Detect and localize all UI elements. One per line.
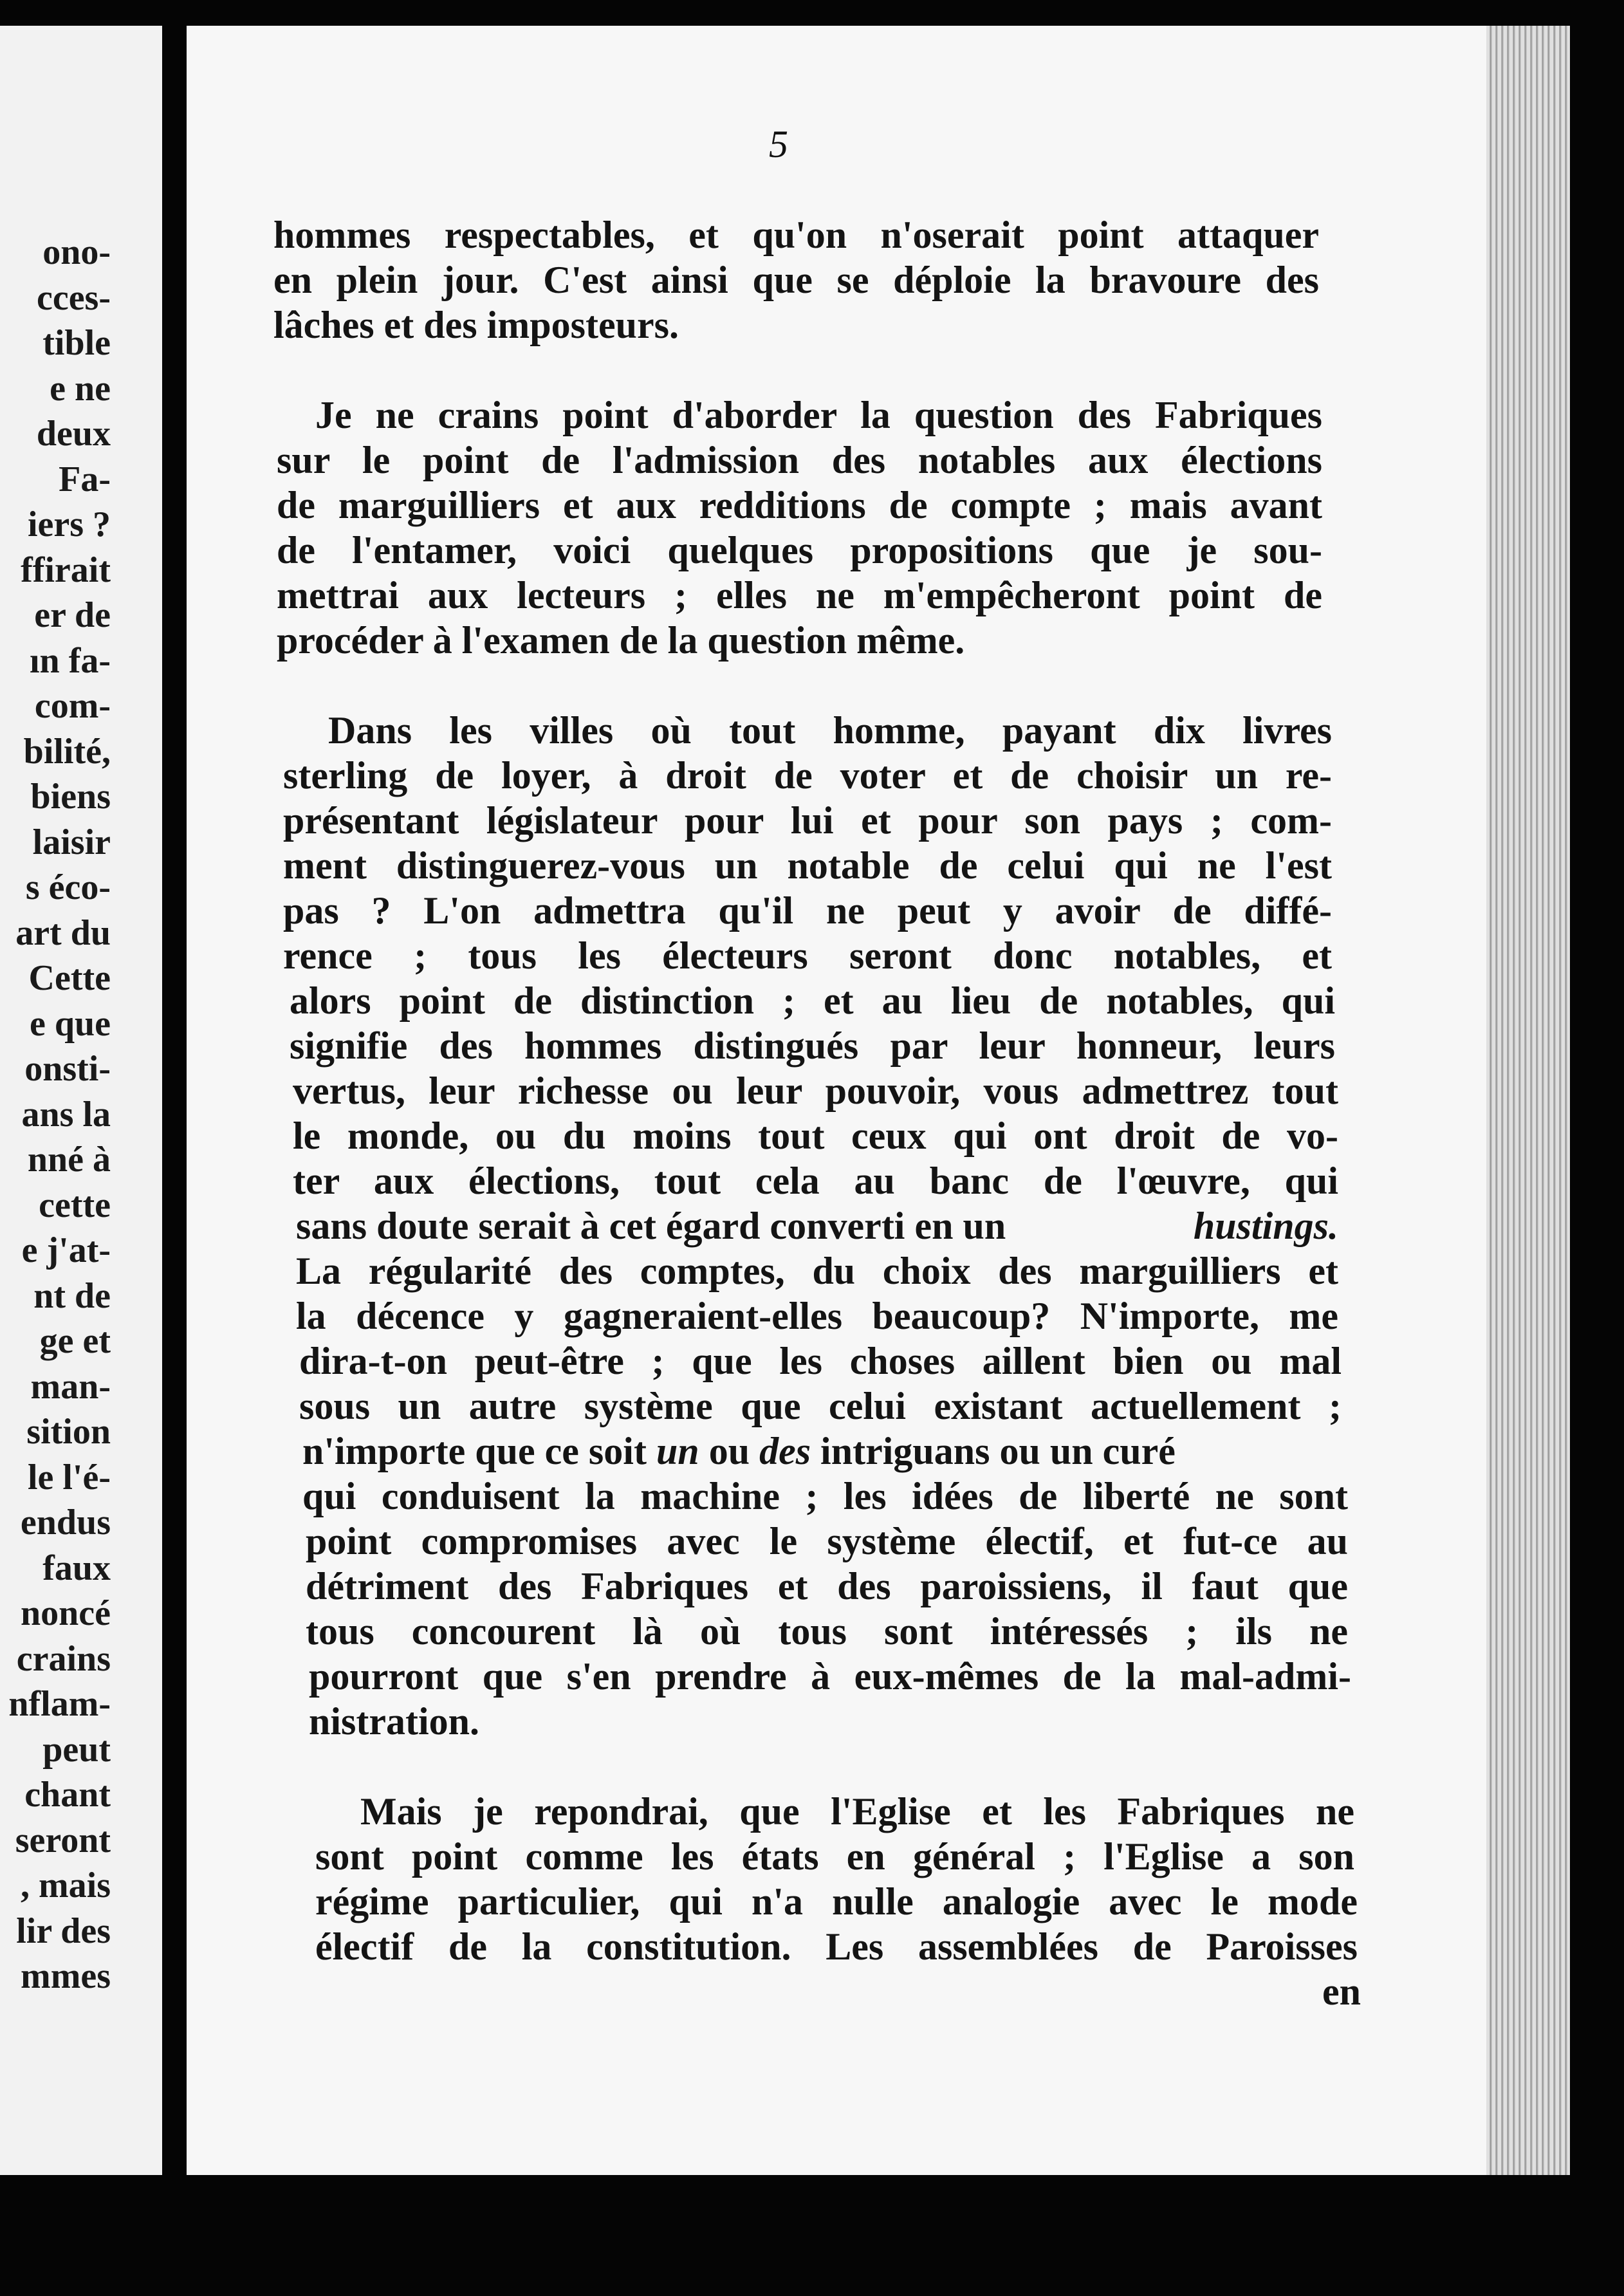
left-page-text-fragment: e ne (50, 368, 111, 409)
page-edge (1486, 26, 1570, 2175)
text-line (302, 1429, 1345, 1474)
left-page-text-fragment: biens (30, 777, 111, 817)
left-page-text-fragment: e j'at- (21, 1230, 111, 1270)
text-line: en plein jour. C'est ainsi que se déploie la bravoure des (273, 259, 1319, 301)
text-line: rence ; tous les électeurs seront donc notables, et (283, 934, 1332, 977)
left-page-text-fragment: ge et (39, 1321, 111, 1361)
left-page-text-fragment: ans la (21, 1094, 111, 1134)
left-page-text-fragment: e que (30, 1003, 111, 1044)
left-page-text-fragment: , mais (21, 1866, 111, 1905)
text-line: nistration. (309, 1700, 480, 1743)
text-span: ou (699, 1430, 760, 1472)
left-page-text-fragment: iers ? (27, 505, 111, 544)
text-line: sont point comme les états en général ; l'Eglise a son (315, 1835, 1354, 1878)
text-line: Dans les villes où tout homme, payant dix livres (328, 709, 1332, 752)
catchword: en (1322, 1970, 1361, 2013)
left-page-text-fragment: chant (24, 1775, 111, 1815)
text-line: La régularité des comptes, du choix des marguilliers et (296, 1250, 1338, 1292)
left-page-text-fragment: ffirait (21, 550, 111, 590)
text-line: tous concourent là où tous sont intéressés ; ils ne (306, 1610, 1348, 1653)
page-number: 5 (769, 123, 788, 165)
left-page-text-fragment: Fa- (59, 459, 111, 499)
text-line: le monde, ou du moins tout ceux qui ont droit de vo- (293, 1115, 1338, 1157)
left-page-text-fragment: cette (39, 1185, 111, 1225)
left-page-text-fragment: lir des (16, 1911, 111, 1951)
left-page-text-fragment: peut (42, 1729, 111, 1770)
text-line: vertus, leur richesse ou leur pouvoir, vous admettrez tout (293, 1069, 1338, 1112)
left-page-text-fragment: noncé (21, 1593, 111, 1633)
left-page-text-fragment: seront (15, 1820, 111, 1860)
text-line: hommes respectables, et qu'on n'oserait point attaquer (273, 214, 1319, 256)
text-line: détriment des Fabriques et des paroissiens, il faut que (306, 1565, 1348, 1607)
left-page-text-fragment: man- (30, 1366, 111, 1407)
left-page-text-fragment: deux (36, 414, 111, 454)
left-page-fragment (0, 26, 162, 2175)
left-page-text-fragment: com- (34, 686, 111, 726)
text-line: lâches et des imposteurs. (273, 304, 679, 346)
left-page-text-fragment: art du (15, 912, 111, 953)
left-page-text-fragment: er de (34, 595, 111, 635)
text-line: de marguilliers et aux redditions de compte ; mais avant (277, 484, 1322, 526)
left-page-text-fragment: bilité, (23, 731, 111, 772)
left-page-text-fragment: mmes (21, 1956, 111, 1996)
text-line: régime particulier, qui n'a nulle analogie avec le mode (315, 1880, 1358, 1923)
left-page-text-fragment: ın fa- (30, 640, 111, 681)
text-line: procéder à l'examen de la question même. (277, 619, 965, 662)
text-line (296, 1203, 1338, 1248)
text-span: sans doute serait à cet égard converti en un (296, 1205, 1006, 1247)
text-line: présentant législateur pour lui et pour son pays ; com- (283, 799, 1332, 842)
left-page-text-fragment: crains (16, 1638, 111, 1679)
text-line: de l'entamer, voici quelques propositions que je sou- (277, 529, 1322, 571)
left-page-text-fragment: nt de (33, 1275, 111, 1316)
text-line: ter aux élections, tout cela au banc de l'œuvre, qui (293, 1160, 1338, 1202)
left-page-text-fragment: endus (20, 1503, 111, 1542)
left-page-text-fragment: s éco- (25, 867, 111, 907)
text-line: électif de la constitution. Les assemblées de Paroisses (315, 1925, 1358, 1968)
text-line: la décence y gagneraient-elles beaucoup? N'importe, me (296, 1295, 1338, 1337)
text-line: ment distinguerez-vous un notable de celui qui ne l'est (283, 844, 1332, 887)
left-page-text-fragment: ono- (42, 232, 111, 272)
left-page-text-fragment: nné à (27, 1140, 111, 1180)
left-page-text-fragment: laisir (32, 822, 111, 862)
text-span: n'importe que ce soit (302, 1430, 656, 1472)
text-line: signifie des hommes distingués par leur honneur, leurs (290, 1024, 1335, 1067)
left-page-text-fragment: le l'é- (27, 1457, 111, 1497)
text-line: qui conduisent la machine ; les idées de liberté ne sont (302, 1475, 1348, 1517)
text-line: sterling de loyer, à droit de voter et de choisir un re- (283, 754, 1332, 797)
text-line: dira-t-on peut-être ; que les choses aillent bien ou mal (299, 1340, 1342, 1382)
left-page-text-fragment: faux (42, 1548, 111, 1588)
text-line: Je ne crains point d'aborder la question des Fabriques (315, 394, 1322, 436)
text-line: pourront que s'en prendre à eux-mêmes de la mal-admi- (309, 1655, 1351, 1698)
text-line: mettrai aux lecteurs ; elles ne m'empêcheront point de (277, 574, 1322, 616)
left-page-text-fragment: sition (26, 1412, 111, 1452)
left-page-text-fragment: tible (42, 323, 111, 363)
text-line: alors point de distinction ; et au lieu de notables, qui (290, 979, 1335, 1022)
left-page-text-fragment: cces- (36, 277, 111, 318)
text-line: sous un autre système que celui existant actuellement ; (299, 1385, 1342, 1427)
italic-word: des (759, 1430, 811, 1472)
left-page-text-fragment: nflam- (8, 1684, 111, 1724)
left-page-text-fragment: onsti- (24, 1049, 111, 1089)
text-line: Mais je repondrai, que l'Eglise et les Fabriques ne (360, 1790, 1354, 1833)
italic-word: un (656, 1430, 699, 1472)
italic-word: hustings. (1193, 1205, 1338, 1247)
left-page-text-fragment: Cette (28, 958, 111, 998)
text-line: sur le point de l'admission des notables aux élections (277, 439, 1322, 481)
text-line: point compromises avec le système électif, et fut-ce au (306, 1520, 1348, 1562)
text-line: pas ? L'on admettra qu'il ne peut y avoir de diffé- (283, 889, 1332, 932)
text-span: intriguans ou un curé (811, 1430, 1176, 1472)
